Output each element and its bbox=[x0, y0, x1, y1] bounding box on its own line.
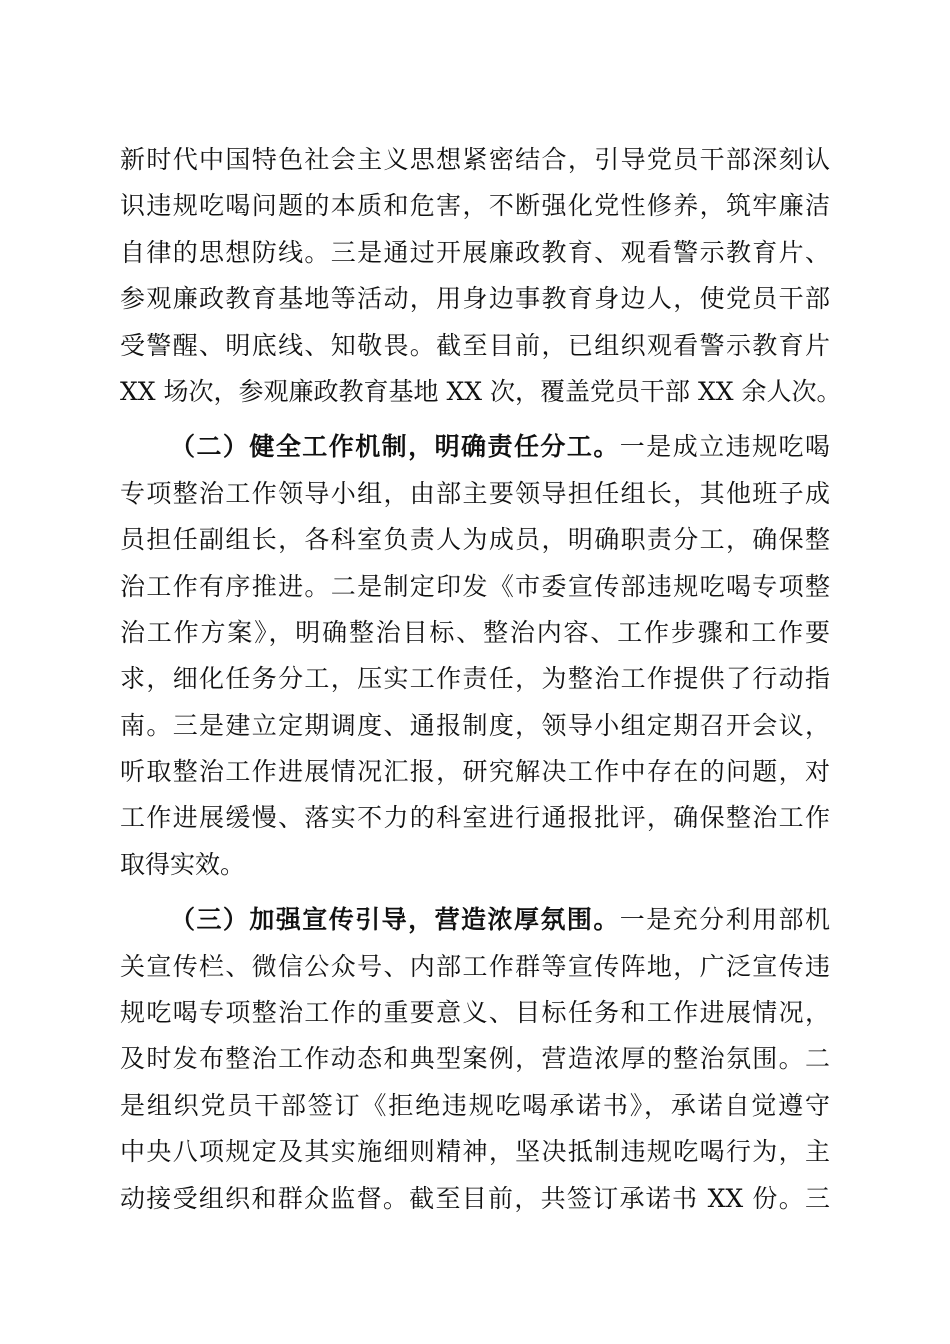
text-line: 南。三是建立定期调度、通报制度，领导小组定期召开会议， bbox=[120, 710, 830, 740]
section-heading: （三）加强宣传引导，营造浓厚氛围。 bbox=[170, 905, 620, 935]
section-heading: （二）健全工作机制，明确责任分工。 bbox=[170, 432, 620, 462]
text-line: 治工作方案》，明确整治目标、整治内容、工作步骤和工作要 bbox=[120, 617, 830, 647]
paragraph-3 bbox=[120, 897, 830, 1222]
text-line: 动接受组织和群众监督。截至目前，共签订承诺书 XX 份。三 bbox=[120, 1183, 830, 1213]
text-line: 规吃喝专项整治工作的重要意义、目标任务和工作进展情况， bbox=[120, 998, 830, 1028]
text-line: 关宣传栏、微信公众号、内部工作群等宣传阵地，广泛宣传违 bbox=[120, 951, 830, 981]
text-line: 求，细化任务分工，压实工作责任，为整治工作提供了行动指 bbox=[120, 664, 830, 694]
text-line: 专项整治工作领导小组，由部主要领导担任组长，其他班子成 bbox=[120, 478, 830, 508]
text-line bbox=[120, 897, 830, 943]
paragraph-2 bbox=[120, 424, 830, 888]
text-run: 一是成立违规吃喝 bbox=[619, 432, 830, 462]
text-line: 治工作有序推进。二是制定印发《市委宣传部违规吃喝专项整 bbox=[120, 571, 830, 601]
text-line: XX 场次，参观廉政教育基地 XX 次，覆盖党员干部 XX 余人次。 bbox=[120, 376, 842, 406]
text-line: 参观廉政教育基地等活动，用身边事教育身边人，使党员干部 bbox=[120, 284, 830, 314]
text-line: 中央八项规定及其实施细则精神，坚决抵制违规吃喝行为，主 bbox=[120, 1137, 830, 1167]
text-line: 员担任副组长，各科室负责人为成员，明确职责分工，确保整 bbox=[120, 525, 830, 555]
text-line: 新时代中国特色社会主义思想紧密结合，引导党员干部深刻认 bbox=[120, 145, 830, 174]
text-line: 是组织党员干部签订《拒绝违规吃喝承诺书》，承诺自觉遵守 bbox=[120, 1090, 830, 1120]
paragraph-1 bbox=[120, 137, 842, 415]
text-line bbox=[120, 424, 830, 470]
text-run: 一是充分利用部机 bbox=[619, 905, 830, 935]
text-line: 识违规吃喝问题的本质和危害，不断强化党性修养，筑牢廉洁 bbox=[120, 191, 830, 221]
text-line: 及时发布整治工作动态和典型案例，营造浓厚的整治氛围。二 bbox=[120, 1044, 830, 1074]
document-body bbox=[120, 137, 842, 1222]
text-line: 取得实效。 bbox=[120, 849, 246, 879]
text-line: 自律的思想防线。三是通过开展廉政教育、观看警示教育片、 bbox=[120, 237, 830, 267]
text-line: 听取整治工作进展情况汇报，研究解决工作中存在的问题，对 bbox=[120, 757, 830, 787]
text-line: 工作进展缓慢、落实不力的科室进行通报批评，确保整治工作 bbox=[120, 803, 830, 833]
text-line: 受警醒、明底线、知敬畏。截至目前，已组织观看警示教育片 bbox=[120, 330, 830, 360]
